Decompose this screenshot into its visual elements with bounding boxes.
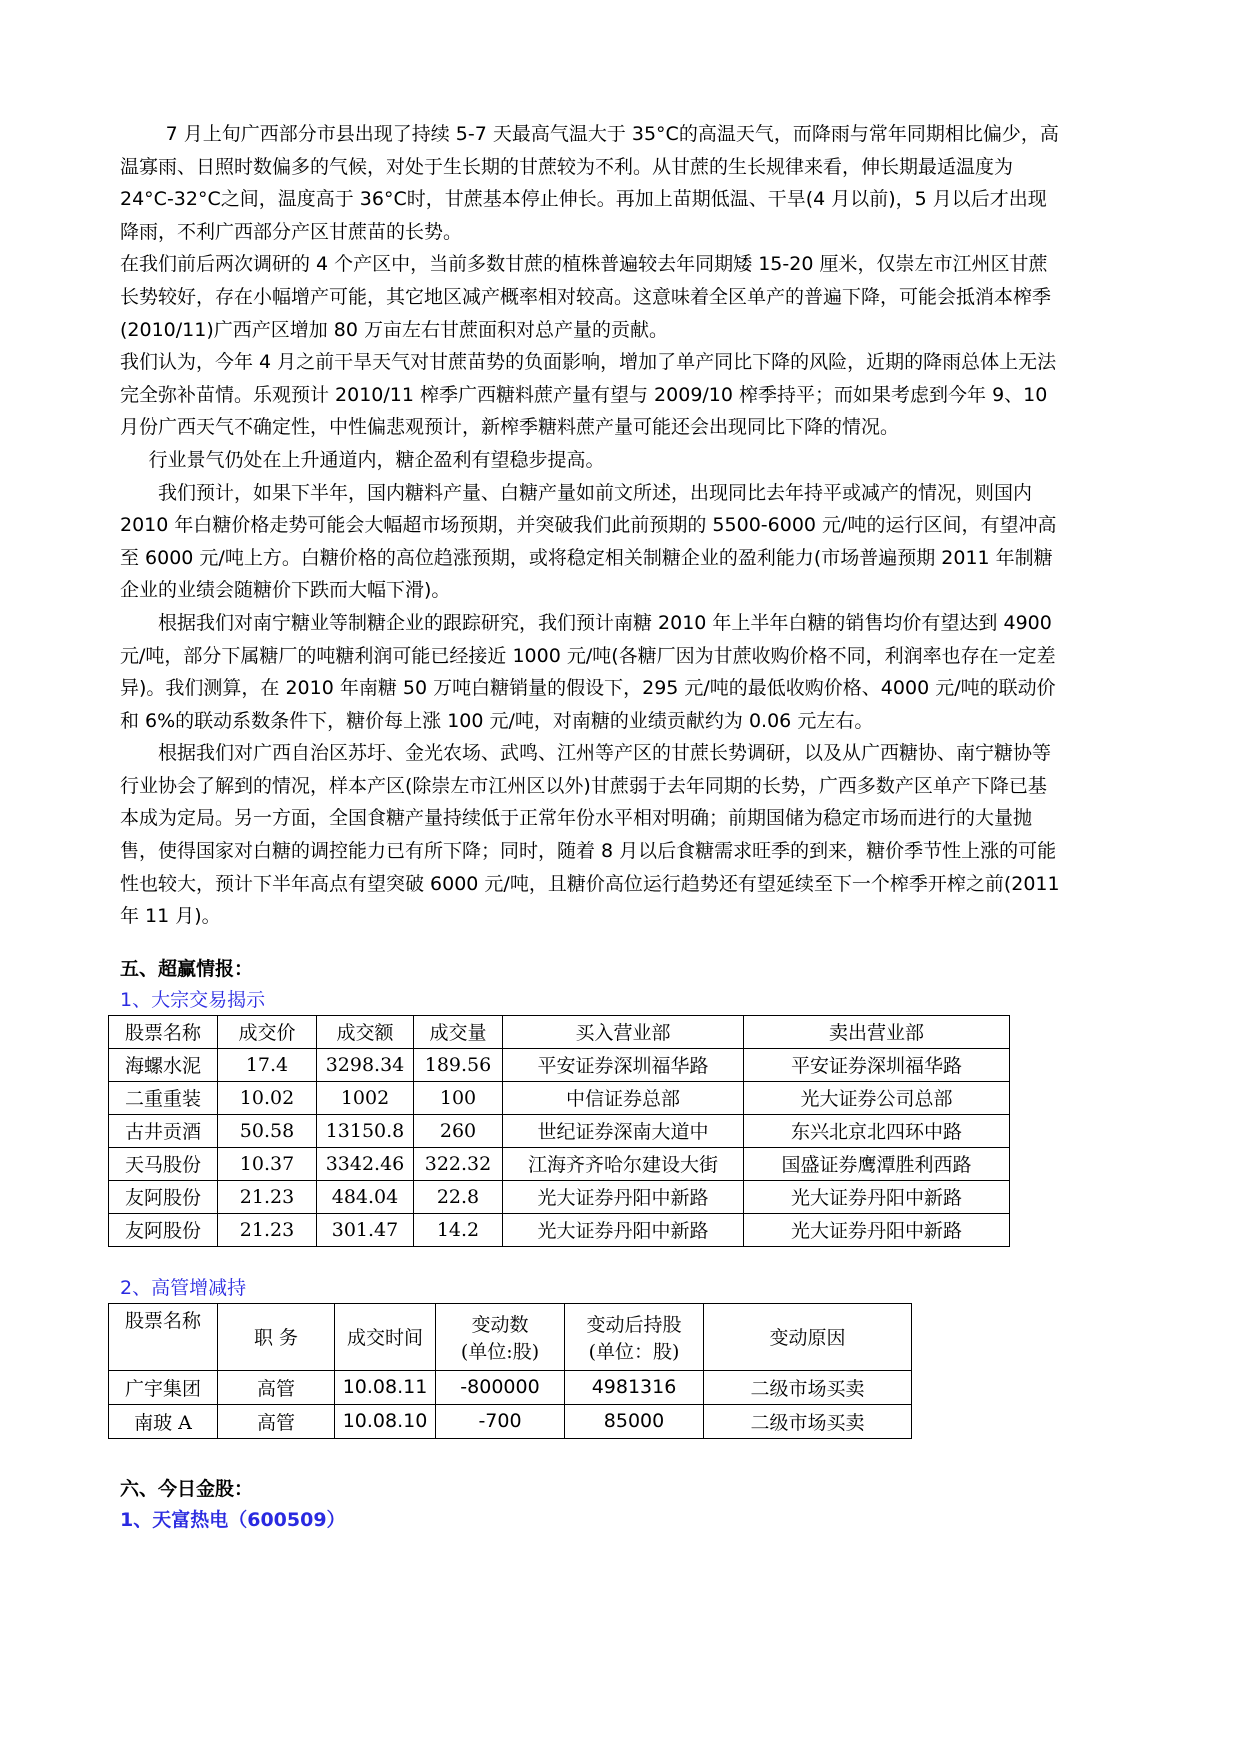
table-row	[109, 1370, 912, 1404]
cell-seller: 光大证券丹阳中新路	[744, 1213, 1010, 1246]
cell-trade-time: 10.08.11	[335, 1370, 436, 1404]
paragraph-industry: 行业景气仍处在上升通道内，糖企盈利有望稳步提高。	[148, 448, 605, 471]
cell-stock: 南玻 A	[109, 1404, 218, 1438]
col-position: 职 务	[218, 1303, 335, 1370]
col-buyer: 买入营业部	[503, 1015, 744, 1048]
cell-price: 50.58	[218, 1114, 317, 1147]
cell-seller: 国盛证券鹰潭胜利西路	[744, 1147, 1010, 1180]
table-row	[109, 1213, 1010, 1246]
paragraph-opinion: 我们认为，今年 4 月之前干旱天气对甘蔗苗势的负面影响，增加了单产同比下降的风险，近期的降雨总体上无法完全弥补苗情。乐观预计 2010/11 榨季广西糖料蔗产量有望与 2009/10 榨季持平；而如果考虑到今年 9、10 月份广西天气不确定性，中性偏悲观预计，新榨季糖料蔗产量可能还会出现同比下降的情况。	[120, 351, 1057, 439]
table-row	[109, 1114, 1010, 1147]
cell-stock: 古井贡酒	[109, 1114, 218, 1147]
cell-volume: 22.8	[414, 1180, 503, 1213]
cell-price: 17.4	[218, 1048, 317, 1081]
cell-buyer: 世纪证券深南大道中	[503, 1114, 744, 1147]
cell-volume: 100	[414, 1081, 503, 1114]
cell-seller: 光大证券丹阳中新路	[744, 1180, 1010, 1213]
paragraph-forecast: 我们预计，如果下半年，国内糖料产量、白糖产量如前文所述，出现同比去年持平或减产的情况，则国内 2010 年白糖价格走势可能会大幅超市场预期，并突破我们此前预期的 5500-6000 元/吨的运行区间，有望冲高至 6000 元/吨上方。白糖价格的高位趋涨预期，或将稳定相关制糖企业的盈利能力(市场普遍预期 2011 年制糖企业的业绩会随糖价下跌而大幅下滑)。	[120, 481, 1057, 602]
exec-trade-table	[108, 1303, 912, 1439]
table-header-row	[109, 1015, 1010, 1048]
col-stock-name: 股票名称	[109, 1303, 218, 1370]
cell-change-amount: -700	[436, 1404, 565, 1438]
cell-stock: 广宇集团	[109, 1370, 218, 1404]
cell-amount: 13150.8	[317, 1114, 414, 1147]
cell-amount: 484.04	[317, 1180, 414, 1213]
document-page	[120, 118, 1060, 1535]
cell-volume: 260	[414, 1114, 503, 1147]
cell-price: 21.23	[218, 1180, 317, 1213]
cell-amount: 3342.46	[317, 1147, 414, 1180]
cell-volume: 322.32	[414, 1147, 503, 1180]
cell-buyer: 中信证券总部	[503, 1081, 744, 1114]
cell-price: 10.37	[218, 1147, 317, 1180]
cell-change-reason: 二级市场买卖	[704, 1404, 912, 1438]
cell-change-reason: 二级市场买卖	[704, 1370, 912, 1404]
cell-stock: 天马股份	[109, 1147, 218, 1180]
cell-amount: 3298.34	[317, 1048, 414, 1081]
col-change-amount	[436, 1303, 565, 1370]
subsection-block-trades: 1、大宗交易揭示	[120, 988, 266, 1011]
cell-seller: 平安证券深圳福华路	[744, 1048, 1010, 1081]
block-trade-table	[108, 1015, 1010, 1247]
cell-seller: 东兴北京北四环中路	[744, 1114, 1010, 1147]
section-title-gold-stock: 六、今日金股：	[120, 1477, 254, 1500]
col-change-reason: 变动原因	[704, 1303, 912, 1370]
cell-amount: 301.47	[317, 1213, 414, 1246]
cell-stock: 友阿股份	[109, 1213, 218, 1246]
subsection-exec-trades: 2、高管增减持	[120, 1276, 247, 1299]
cell-buyer: 光大证券丹阳中新路	[503, 1213, 744, 1246]
paragraph-nanning-sugar: 根据我们对南宁糖业等制糖企业的跟踪研究，我们预计南糖 2010 年上半年白糖的销售均价有望达到 4900 元/吨，部分下属糖厂的吨糖利润可能已经接近 1000 元/吨(各糖厂因为甘蔗收购价格不同，利润率也存在一定差异)。我们测算，在 2010 年南糖 50 万吨白糖销量的假设下，295 元/吨的最低收购价格、4000 元/吨的联动价和 6%的联动系数条件下，糖价每上涨 100 元/吨，对南糖的业绩贡献约为 0.06 元左右。	[120, 611, 1056, 732]
col-holdings-after-line2: (单位：股)	[588, 1340, 680, 1363]
cell-buyer: 平安证券深圳福华路	[503, 1048, 744, 1081]
table-row	[109, 1081, 1010, 1114]
col-change-amount-line1: 变动数	[471, 1313, 529, 1336]
table-header-row	[109, 1303, 912, 1370]
table-row	[109, 1048, 1010, 1081]
paragraph-survey: 在我们前后两次调研的 4 个产区中，当前多数甘蔗的植株普遍较去年同期矮 15-20 厘米，仅崇左市江州区甘蔗长势较好，存在小幅增产可能，其它地区减产概率相对较高。这意味着全区单产的普遍下降，可能会抵消本榨季(2010/11)广西产区增加 80 万亩左右甘蔗面积对总产量的贡献。	[120, 253, 1052, 341]
cell-stock: 二重重装	[109, 1081, 218, 1114]
cell-holdings-after: 4981316	[565, 1370, 704, 1404]
section-title-intel: 五、超赢情报：	[120, 957, 254, 980]
cell-volume: 14.2	[414, 1213, 503, 1246]
paragraph-high-temperature: 7 月上旬广西部分市县出现了持续 5-7 天最高气温大于 35°C的高温天气，而降雨与常年同期相比偏少，高温寡雨、日照时数偏多的气候，对处于生长期的甘蔗较为不利。从甘蔗的生长规律来看，伸长期最适温度为 24°C-32°C之间，温度高于 36°C时，甘蔗基本停止伸长。再加上苗期低温、干旱(4 月以前)，5 月以后才出现降雨，不利广西部分产区甘蔗苗的长势。	[120, 123, 1059, 243]
cell-buyer: 光大证券丹阳中新路	[503, 1180, 744, 1213]
subsection-gold-stock-1: 1、天富热电（600509）	[120, 1508, 346, 1531]
cell-position: 高管	[218, 1404, 335, 1438]
col-volume: 成交量	[414, 1015, 503, 1048]
cell-position: 高管	[218, 1370, 335, 1404]
table-row	[109, 1180, 1010, 1213]
col-stock-name: 股票名称	[109, 1015, 218, 1048]
col-price: 成交价	[218, 1015, 317, 1048]
table-row	[109, 1404, 912, 1438]
cell-holdings-after: 85000	[565, 1404, 704, 1438]
col-amount: 成交额	[317, 1015, 414, 1048]
cell-amount: 1002	[317, 1081, 414, 1114]
cell-buyer: 江海齐齐哈尔建设大街	[503, 1147, 744, 1180]
paragraph-guangxi-survey: 根据我们对广西自治区苏圩、金光农场、武鸣、江州等产区的甘蔗长势调研，以及从广西糖协、南宁糖协等行业协会了解到的情况，样本产区(除崇左市江州区以外)甘蔗弱于去年同期的长势，广西多数产区单产下降已基本成为定局。另一方面，全国食糖产量持续低于正常年份水平相对明确；前期国储为稳定市场而进行的大量抛售，使得国家对白糖的调控能力已有所下降；同时，随着 8 月以后食糖需求旺季的到来，糖价季节性上涨的可能性也较大，预计下半年高点有望突破 6000 元/吨，且糖价高位运行趋势还有望延续至下一个榨季开榨之前(2011 年 11 月)。	[120, 742, 1060, 928]
table-row	[109, 1147, 1010, 1180]
cell-price: 10.02	[218, 1081, 317, 1114]
col-holdings-after	[565, 1303, 704, 1370]
col-holdings-after-line1: 变动后持股	[586, 1313, 682, 1336]
cell-seller: 光大证券公司总部	[744, 1081, 1010, 1114]
cell-change-amount: -800000	[436, 1370, 565, 1404]
col-change-amount-line2: (单位:股)	[460, 1340, 540, 1363]
cell-trade-time: 10.08.10	[335, 1404, 436, 1438]
cell-stock: 海螺水泥	[109, 1048, 218, 1081]
cell-volume: 189.56	[414, 1048, 503, 1081]
cell-price: 21.23	[218, 1213, 317, 1246]
col-trade-time: 成交时间	[335, 1303, 436, 1370]
col-seller: 卖出营业部	[744, 1015, 1010, 1048]
cell-stock: 友阿股份	[109, 1180, 218, 1213]
